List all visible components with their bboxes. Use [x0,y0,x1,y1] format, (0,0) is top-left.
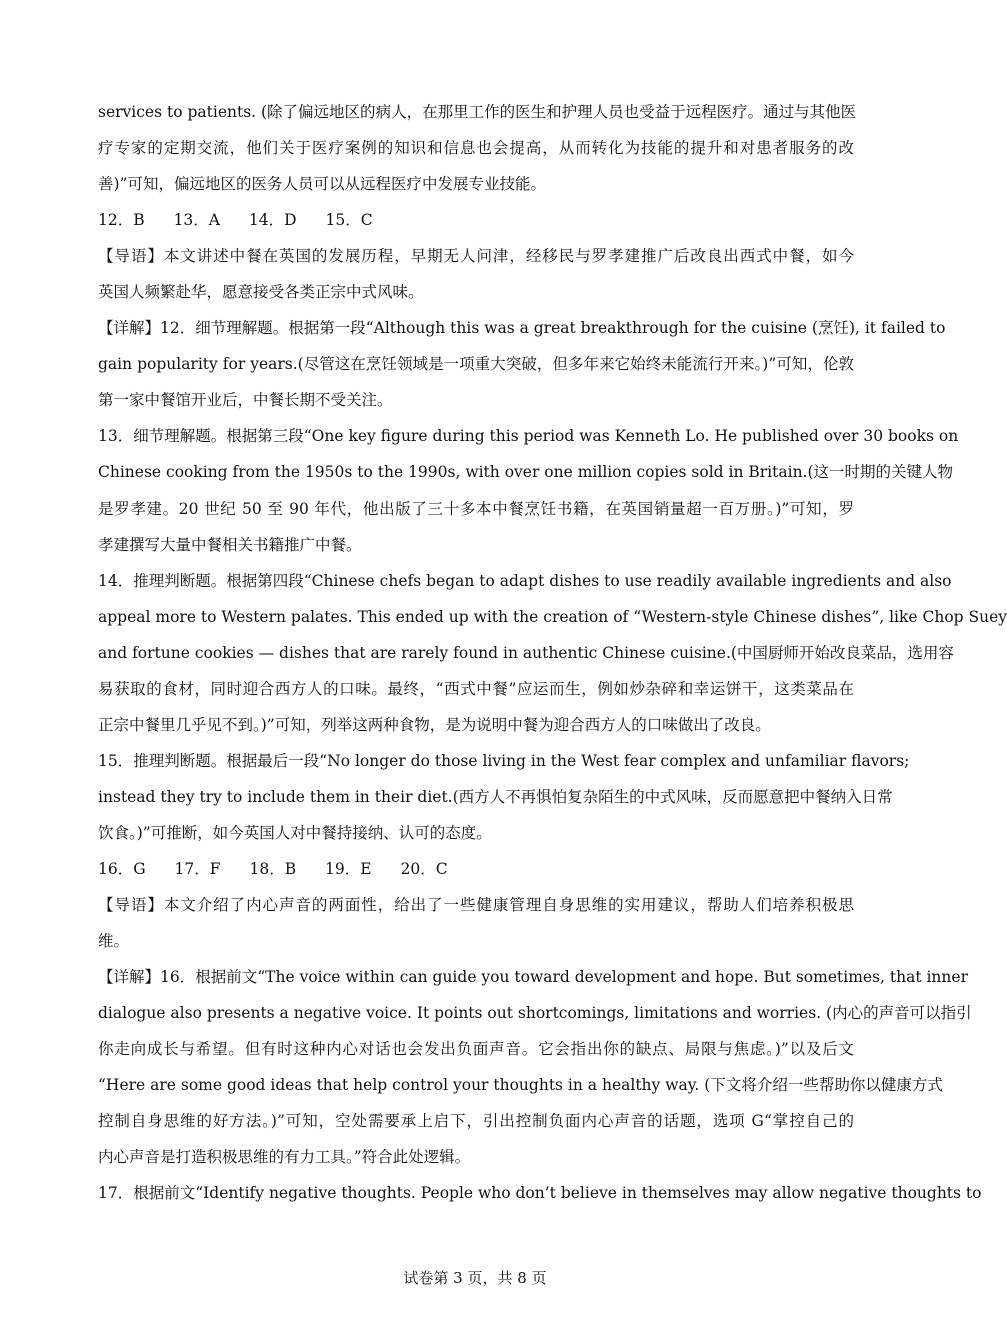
text-line: 善)”可知，偏远地区的医务人员可以从远程医疗中发展专业技能。 [98,175,546,194]
text-line: 饮食。)”可推断，如今英国人对中餐持接纳、认可的态度。 [98,823,492,842]
text-line: 14．推理判断题。根据第四段“Chinese chefs began to adapt dishes to use readily available ingredients and also [98,571,952,590]
text-line: 正宗中餐里几乎见不到。)”可知，列举这两种食物，是为说明中餐为迎合西方人的口味做出了改良。 [98,715,771,734]
text-line: instead they try to include them in their diet.(西方人不再惧怕复杂陌生的中式风味，反而愿意把中餐纳入日常 [98,787,893,806]
text-line: 13．细节理解题。根据第三段“One key figure during this period was Kenneth Lo. He published over 30 books on [98,427,959,446]
text-line: appeal more to Western palates. This ended up with the creation of “Western-style Chinese dishes”, like Chop Suey [98,607,1007,626]
answer-key-row [98,851,854,887]
text-line: 易获取的食材，同时迎合西方人的口味。最终，“西式中餐”应运而生，例如炒杂碎和幸运饼干，这类菜品在 [98,679,854,698]
text-line: 内心声音是打造积极思维的有力工具。”符合此处逻辑。 [98,1148,471,1167]
text-line: 【导语】本文讲述中餐在英国的发展历程，早期无人问津，经移民与罗孝建推广后改良出西式中餐，如今 [98,247,854,266]
text-line: gain popularity for years.(尽管这在烹饪领域是一项重大突破，但多年来它始终未能流行开来。)”可知，伦敦 [98,355,854,374]
text-line: 17．根据前文“Identify negative thoughts. People who don’t believe in themselves may allow negative thoughts to [98,1184,982,1203]
answer-item: 16．G [98,859,146,878]
text-line: 【详解】12．细节理解题。根据第一段“Although this was a great breakthrough for the cuisine (烹饪), it failed to [98,319,946,338]
answer-item: 19．E [325,859,372,878]
text-line: 你走向成长与希望。但有时这种内心对话也会发出负面声音。它会指出你的缺点、局限与焦虑。)”以及后文 [98,1040,854,1059]
text-line: 维。 [98,932,130,951]
text-line: 第一家中餐馆开业后，中餐长期不受关注。 [98,391,393,410]
answer-explanation-text [98,94,1007,1211]
text-line: services to patients. (除了偏远地区的病人，在那里工作的医生和护理人员也受益于远程医疗。通过与其他医 [98,103,857,121]
text-line: 控制自身思维的好方法。)”可知，空处需要承上启下，引出控制负面内心声音的话题，选项 G“掌控自己的 [98,1112,854,1131]
answer-item: 17．F [174,859,221,878]
text-line: “Here are some good ideas that help control your thoughts in a healthy way. (下文将介绍一些帮助你以健康方式 [98,1076,943,1095]
text-line: 疗专家的定期交流，他们关于医疗案例的知识和信息也会提高，从而转化为技能的提升和对患者服务的改 [98,139,854,158]
answer-key-row [98,202,854,238]
text-line: 【导语】本文介绍了内心声音的两面性，给出了一些健康管理自身思维的实用建议，帮助人们培养积极思 [98,896,854,915]
page-footer: 试卷第 3 页，共 8 页 [403,1269,547,1287]
answer-item: 20．C [400,859,448,878]
text-line: 孝建撰写大量中餐相关书籍推广中餐。 [98,535,362,554]
text-line: 15．推理判断题。根据最后一段“No longer do those living in the West fear complex and unfamiliar flavors; [98,751,910,770]
text-line: 是罗孝建。20 世纪 50 至 90 年代，他出版了三十多本中餐烹饪书籍，在英国销量超一百万册。)”可知，罗 [98,499,854,518]
text-line: 【详解】16．根据前文“The voice within can guide you toward development and hope. But sometimes, that inner [98,968,968,987]
answer-item: 13．A [173,211,220,230]
text-line: and fortune cookies — dishes that are rarely found in authentic Chinese cuisine.(中国厨师开始改良菜品，选用容 [98,643,954,662]
text-line: dialogue also presents a negative voice. It points out shortcomings, limitations and worries. (内心的声音可以指引 [98,1004,972,1023]
answer-item: 14．D [248,211,297,230]
answer-item: 15．C [325,211,373,230]
answer-item: 12．B [98,211,145,230]
answer-item: 18．B [249,859,297,878]
text-line: Chinese cooking from the 1950s to the 1990s, with over one million copies sold in Britain.(这一时期的关键人物 [98,463,954,482]
text-line: 英国人频繁赴华，愿意接受各类正宗中式风味。 [98,283,424,302]
